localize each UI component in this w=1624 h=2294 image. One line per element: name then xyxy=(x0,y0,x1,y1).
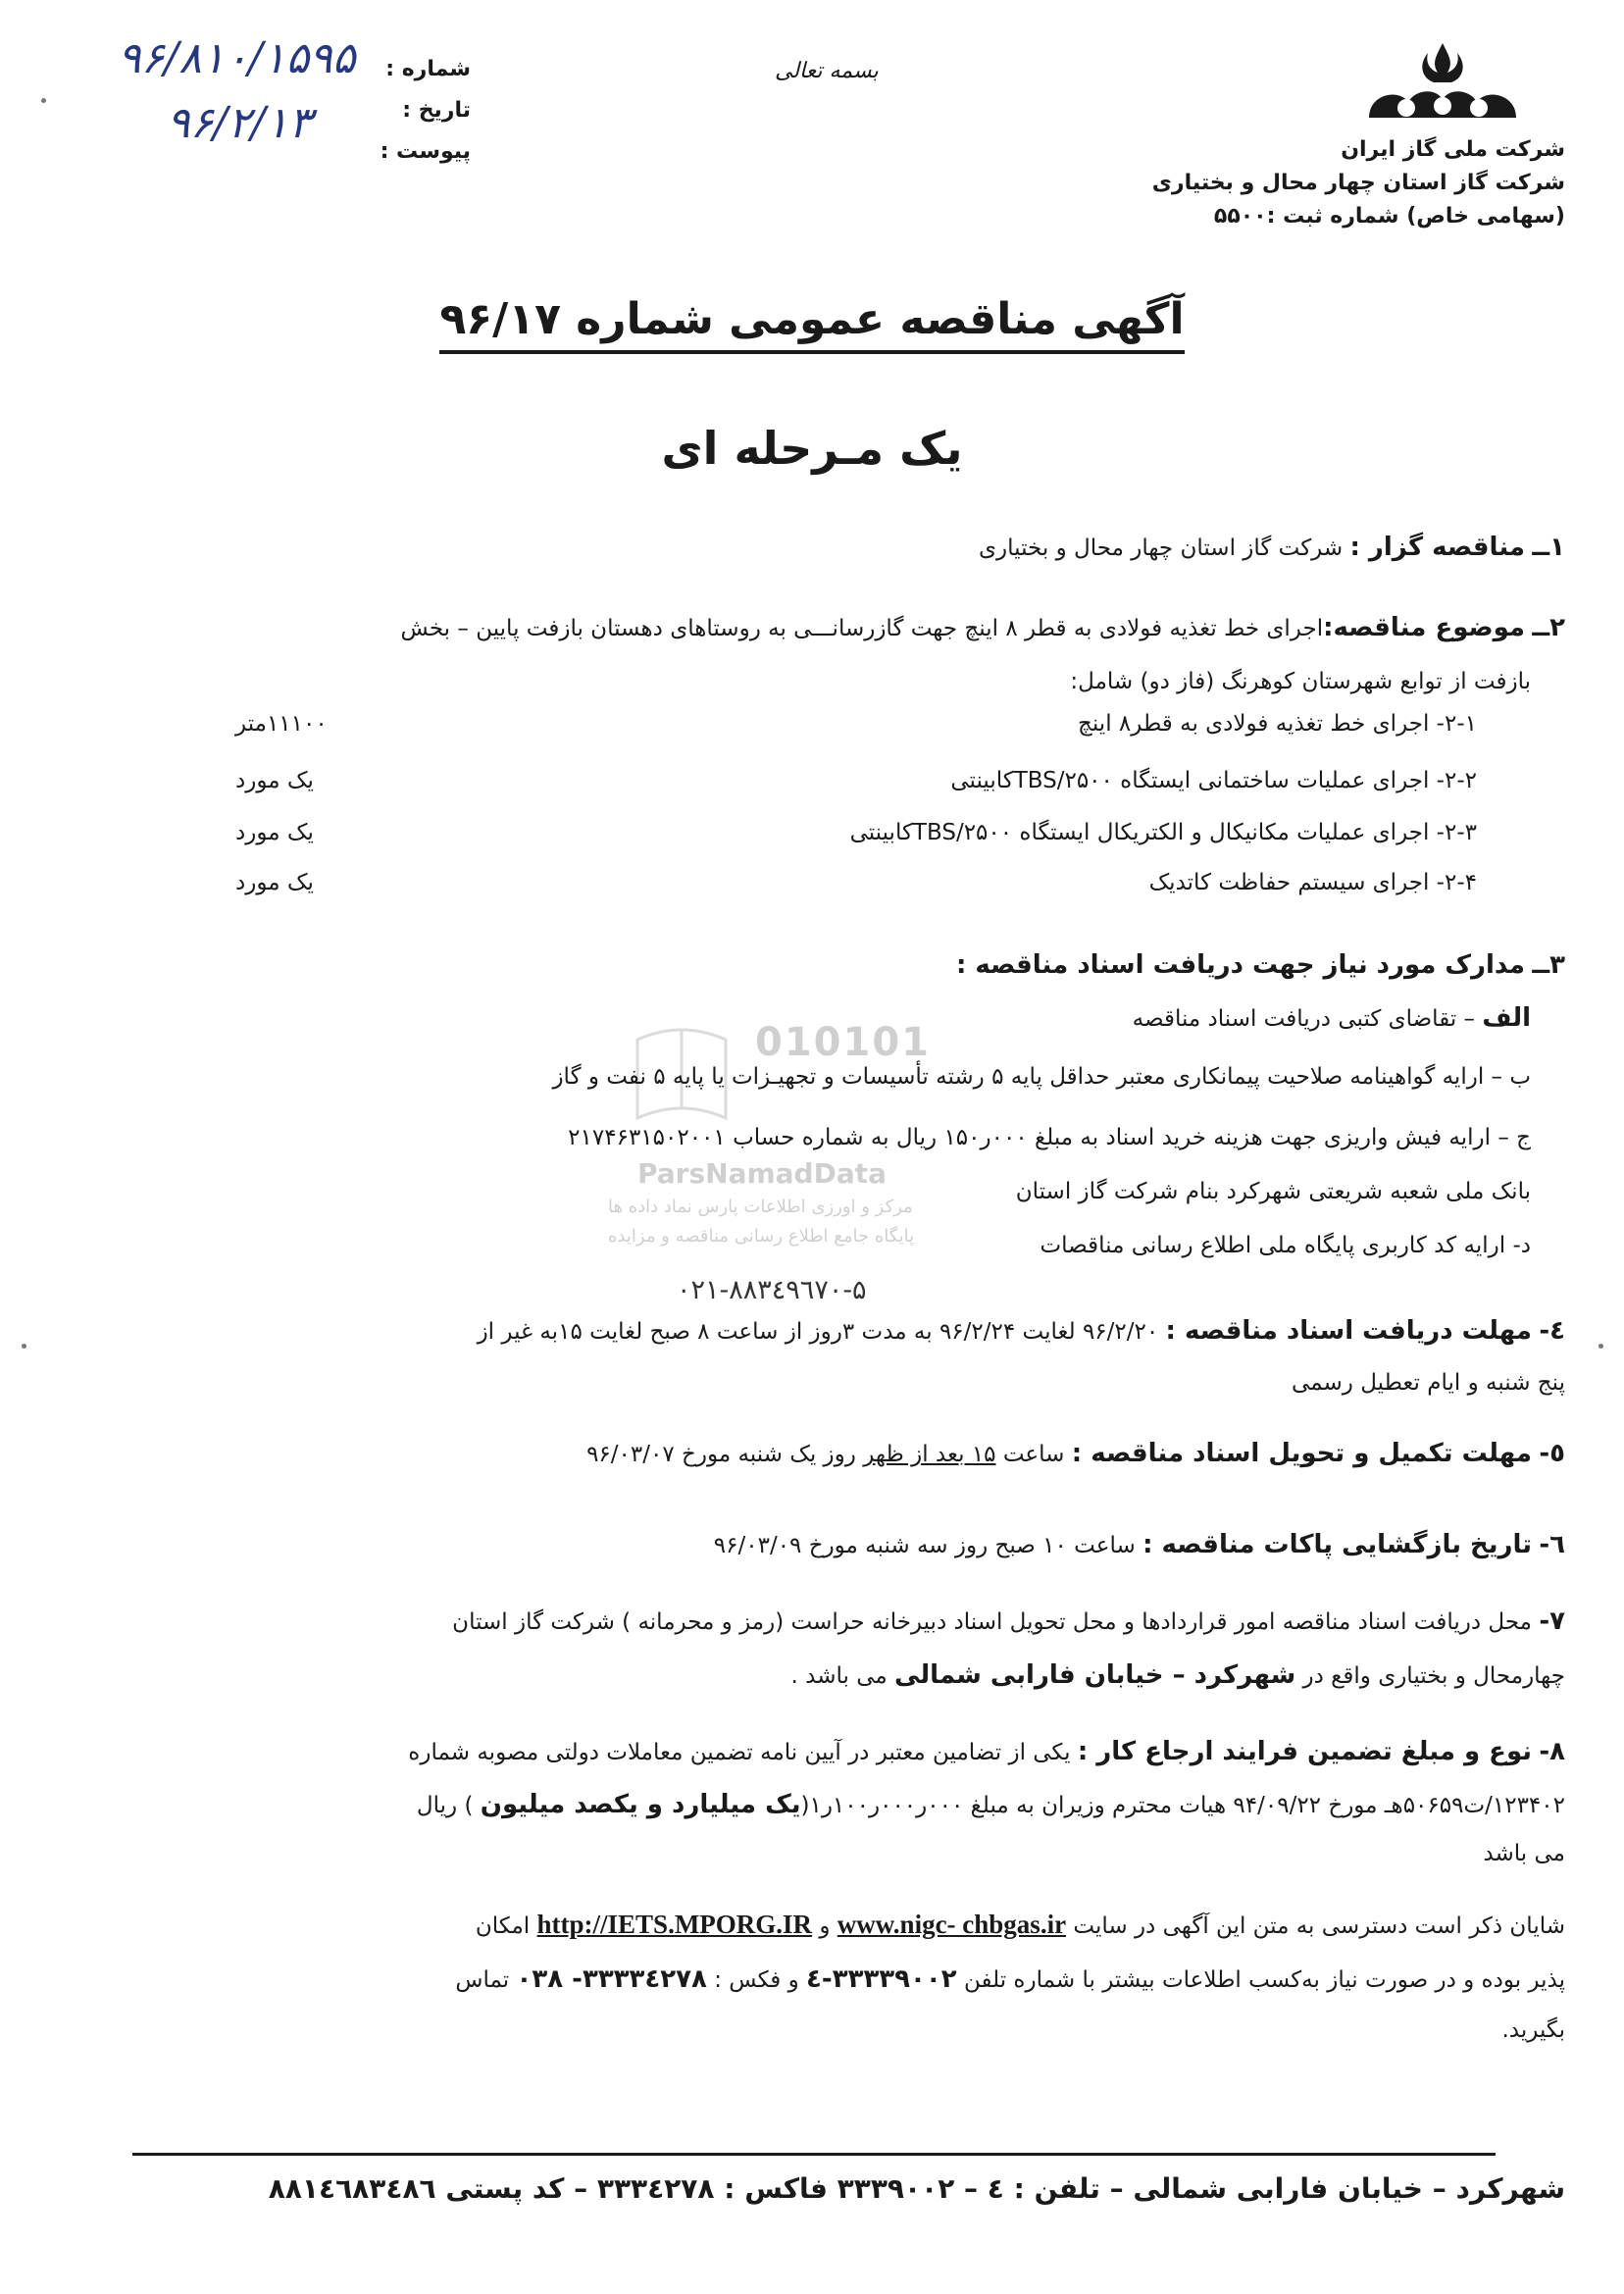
section-2-item: ۲-۱- اجرای خط تغذیه فولادی به قطر۸ اینچ xyxy=(1078,711,1477,737)
section-3-jim-2: بانک ملی شعبه شریعتی شهرکرد بنام شرکت گاز استان xyxy=(1015,1179,1531,1204)
section-3-jim: ج – ارایه فیش واریزی جهت هزینه خرید اسناد به مبلغ ۰۰۰ر۱۵۰ ریال به شماره حساب ۲۱۷۴۶۳۱۵۰۲۰۰۱ xyxy=(568,1125,1531,1150)
scan-speck xyxy=(22,1344,26,1349)
scan-speck xyxy=(41,98,46,103)
section-3-be: ب – ارایه گواهینامه صلاحیت پیمانکاری معتبر حداقل پایه ۵ رشته تأسیسات و تجهیـزات یا پایه ۵ نفت و گاز xyxy=(552,1064,1531,1090)
nigc-logo xyxy=(1349,39,1536,137)
section-7: ۷- محل دریافت اسناد مناقصه امور قراردادها و محل تحویل اسناد دبیرخانه حراست (رمز و محرمانه ) شرکت گاز استان xyxy=(452,1606,1565,1636)
closing-line-2: پذیر بوده و در صورت نیاز به‌کسب اطلاعات بیشتر با شماره تلفن ۳۳۳۳۹۰۰۲-٤ و فکس : ۳۳۳۳٤۲۷۸- ۰۳۸ تماس xyxy=(455,1964,1565,1994)
watermark-phone: ۰۲۱-۸۸۳٤۹٦۷۰-۵ xyxy=(677,1275,867,1305)
company-header xyxy=(1016,133,1565,233)
section-3-alef: الف – تقاضای کتبی دریافت اسناد مناقصه xyxy=(1132,1003,1531,1033)
section-8-line-3: می باشد xyxy=(1483,1841,1565,1866)
tender-title: آگهی مناقصه عمومی شماره ۹۶/۱۷ xyxy=(0,294,1624,344)
company-line-1: شرکت ملی گاز ایران xyxy=(1341,137,1565,162)
watermark-line-2: پایگاه جامع اطلاع رسانی مناقصه و مزایده xyxy=(608,1226,915,1247)
attachment-label: پیوست : xyxy=(380,139,471,164)
section-4: ٤- مهلت دریافت اسناد مناقصه : ۹۶/۲/۲۰ لغایت ۹۶/۲/۲۴ به مدت ۳روز از ساعت ۸ صبح لغایت ۱۵به غیر از xyxy=(477,1316,1565,1346)
company-line-2: شرکت گاز استان چهار محال و بختیاری xyxy=(1151,171,1565,195)
section-1: ۱ــ مناقصه گزار : شرکت گاز استان چهار محال و بختیاری xyxy=(979,533,1565,562)
section-2-item-qty: یک مورد xyxy=(235,820,314,845)
watermark-digits: 010101 xyxy=(755,1020,931,1065)
footer-address: شهرکرد – خیابان فارابی شمالی – تلفن : ٤ – ۳۳۳۹۰۰۲ فاکس : ۳۳۳٤۲۷۸ – کد پستی ۸۸۱٤٦۸۳٤۸٦ xyxy=(268,2172,1565,2205)
section-2-item: ۲-۳- اجرای عملیات مکانیکال و الکتریکال ایستگاه TBS/۲۵۰۰کابینتی xyxy=(849,820,1477,845)
section-2-item: ۲-۲- اجرای عملیات ساختمانی ایستگاه TBS/۲۵۰۰کابینتی xyxy=(950,768,1477,793)
section-2-line-2: بازفت از توابع شهرستان کوهرنگ (فاز دو) شامل: xyxy=(1070,669,1531,694)
section-5: ٥- مهلت تکمیل و تحویل اسناد مناقصه : ساعت ۱۵ بعد از ظهر روز یک شنبه مورخ ۹۶/۰۳/۰۷ xyxy=(586,1439,1565,1468)
tender-subtitle: یک مـرحله ای xyxy=(661,422,963,475)
section-7-line-2: چهارمحال و بختیاری واقع در شهرکرد – خیابان فارابی شمالی می باشد . xyxy=(790,1660,1565,1690)
section-2: ۲ــ موضوع مناقصه:اجرای خط تغذیه فولادی به قطر ۸ اینچ جهت گازرسانـــی به روستاهای دهستان بازفت پایین – بخش xyxy=(400,613,1565,642)
scan-speck xyxy=(1599,1344,1603,1349)
closing-line-3: بگیرید. xyxy=(1501,2017,1565,2043)
watermark-line-1: مرکز و اورزی اطلاعات پارس نماد داده ها xyxy=(608,1197,913,1217)
section-8: ۸- نوع و مبلغ تضمین فرایند ارجاع کار : یکی از تضامین معتبر در آیین نامه تضمین معاملات دولتی مصوبه شماره xyxy=(408,1737,1565,1766)
section-2-item: ۲-۴- اجرای سیستم حفاظت کاتدیک xyxy=(1148,870,1477,895)
section-8-line-2: ۱۲۳۴۰۲/ت۵۰۶۵۹هـ مورخ ۹۴/۰۹/۲۲ هیات محترم وزیران به مبلغ ۰۰۰ر۰۰۰ر۱۰۰ر۱(یک میلیارد و یکصد میلیون ) ریال xyxy=(416,1790,1565,1819)
footer-divider xyxy=(132,2153,1496,2156)
section-2-item-qty: یک مورد xyxy=(235,768,314,793)
iets-website-link[interactable]: http://IETS.MPORG.IR xyxy=(536,1910,813,1939)
handwritten-letter-number: ۹۶/۸۱۰/۱۵۹۵ xyxy=(118,33,356,83)
nigc-website-link[interactable]: www.nigc- chbgas.ir xyxy=(837,1910,1067,1939)
date-label: تاریخ : xyxy=(402,98,471,123)
handwritten-letter-date: ۹۶/۲/۱۳ xyxy=(167,98,312,148)
section-3-dal: د- ارایه کد کاربری پایگاه ملی اطلاع رسانی مناقصات xyxy=(1040,1233,1531,1258)
number-label: شماره : xyxy=(385,57,471,81)
section-2-item-qty: ۱۱۱۰۰متر xyxy=(235,711,328,737)
watermark-brand: ParsNamadData xyxy=(637,1157,887,1190)
closing-line-1: شایان ذکر است دسترسی به متن این آگهی در سایت www.nigc- chbgas.ir و http://IETS.MPORG.IR امکان xyxy=(475,1910,1565,1939)
company-line-3: (سهامی خاص) شماره ثبت :۵۵۰۰ xyxy=(1213,204,1565,229)
section-6: ٦- تاریخ بازگشایی پاکات مناقصه : ساعت ۱۰ صبح روز سه شنبه مورخ ۹۶/۰۳/۰۹ xyxy=(713,1530,1565,1559)
section-3: ۳ــ مدارک مورد نیاز جهت دریافت اسناد مناقصه : xyxy=(955,950,1565,980)
section-4-line-2: پنج شنبه و ایام تعطیل رسمی xyxy=(1292,1370,1565,1396)
bismillah: بسمه تعالی xyxy=(775,59,879,83)
section-2-item-qty: یک مورد xyxy=(235,870,314,895)
letter-meta-labels xyxy=(353,49,471,173)
